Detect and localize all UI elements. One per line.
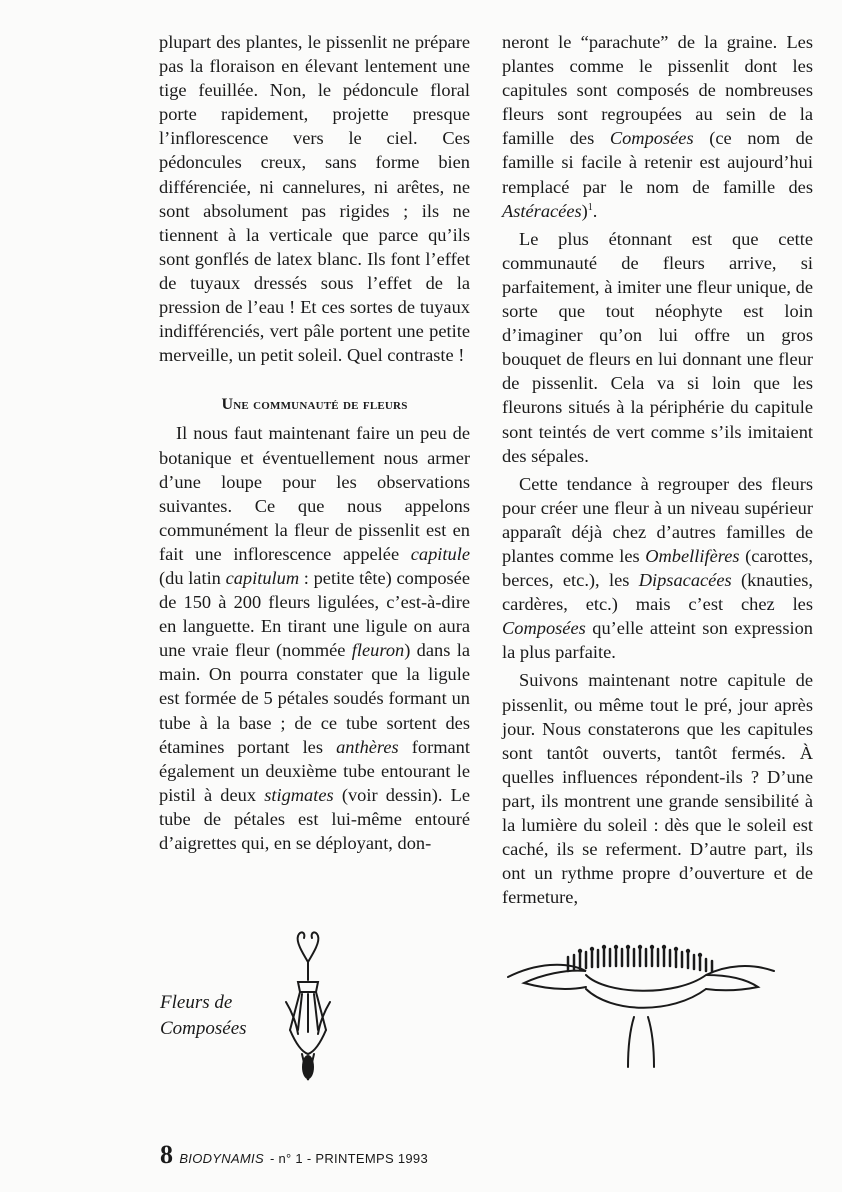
right-column: [502, 30, 813, 909]
right-paragraph-4: Suivons maintenant notre capitule de pissenlit, ou même tout le pré, jour après jour. Nous constaterons que les capitules sont tantôt ouverts, tantôt fermés. À quelles influences répondent-ils ? D’une part, ils montrent une grande sensibilité à la lumière du soleil : dès que le soleil est caché, ils se referment. D’autre part, ils ont un rythme propre d’ouverture et de fermeture,: [502, 670, 813, 908]
issue-info: - n° 1 - PRINTEMPS 1993: [269, 1151, 428, 1166]
right-paragraph-3: Cette tendance à regrouper des fleurs pour créer une fleur à un niveau supérieur apparaît déjà chez d’autres familles de plantes comme les Ombellifères (carottes, berces, etc.), les Dipsacacées (knauties, cardères, etc.) mais c’est chez les Composées qu’elle atteint son expression la plus parfaite.: [502, 473, 814, 663]
term-fleuron: fleuron: [351, 640, 405, 661]
capitule-drawing: [506, 935, 776, 1075]
left-paragraph-1: plupart des plantes, le pissenlit ne prépare pas la floraison en élevant lentement une tige feuillée. Non, le pédoncule floral porte rapidement, projette presque l’inflorescence vers le ciel. Ces pédoncules creux, sans forme bien différenciée, ni cannelures, ni arêtes, ne sont absolument pas rigides ; ils ne tiennent à la verticale que parce qu’ils sont gonflés de latex blanc. Ils font l’effet de tuyaux dressés sous l’effet de la pression de l’eau ! Et ces sortes de tuyaux indifférenciés, vert pâle portent une petite merveille, un petit soleil. Quel contraste !: [159, 32, 470, 366]
figure-caption: Fleurs de Composées: [160, 992, 247, 1039]
term-capitulum: capitulum: [225, 567, 300, 588]
term-stigmates: stigmates: [264, 784, 334, 805]
right-paragraph-1: neront le “parachute” de la graine. Les plantes comme le pissenlit dont les capitules sont composés de nombreuses fleurs sont regroupées au sein de la famille des Composées (ce nom de famille si facile à retenir est aujourd’hui remplacé par le nom de famille des Astéracées)$^1$.: [502, 32, 813, 221]
page-footer: [160, 1140, 428, 1170]
section-heading: Une communauté de fleurs: [221, 396, 408, 414]
magazine-name: BIODYNAMIS: [179, 1151, 264, 1166]
term-antheres: anthères: [336, 736, 399, 757]
right-paragraph-2: Le plus étonnant est que cette communauté de fleurs arrive, si parfaitement, à imiter une fleur unique, de sorte que tout néophyte est loin d’imaginer qu’on lui offre un gros bouquet de fleurs en lui donnant une fleur de pissenlit. Cela va si loin que les fleurons situés à la périphérie du capitule sont teintés de vert comme s’ils imitaient des sépales.: [502, 228, 813, 466]
floret-drawing: [268, 922, 348, 1087]
term-capitule: capitule: [410, 543, 470, 564]
page-number: 8: [160, 1140, 174, 1169]
left-column: [159, 30, 470, 855]
left-paragraph-2: Il nous faut maintenant faire un peu de botanique et éventuellement nous armer d’une loupe pour les observations suivantes. Ce que nous appelons communément la fleur de pissenlit est en fait une inflorescence appelée capitule (du latin capitulum : petite tête) composée de 150 à 200 fleurs ligulées, c’est-à-dire en languette. En tirant une ligule on aura une vraie fleur (nommée fleuron) dans la main. On pourra constater que la ligule est formée de 5 pétales soudés formant un tube à la base ; de ce tube sortent des étamines portant les anthères formant également un deuxième tube entourant le pistil à deux stigmates (voir dessin). Le tube de pétales est lui-même entouré d’aigrettes qui, en se déployant, don-: [159, 423, 470, 853]
footnote-marker: 1: [587, 201, 593, 213]
